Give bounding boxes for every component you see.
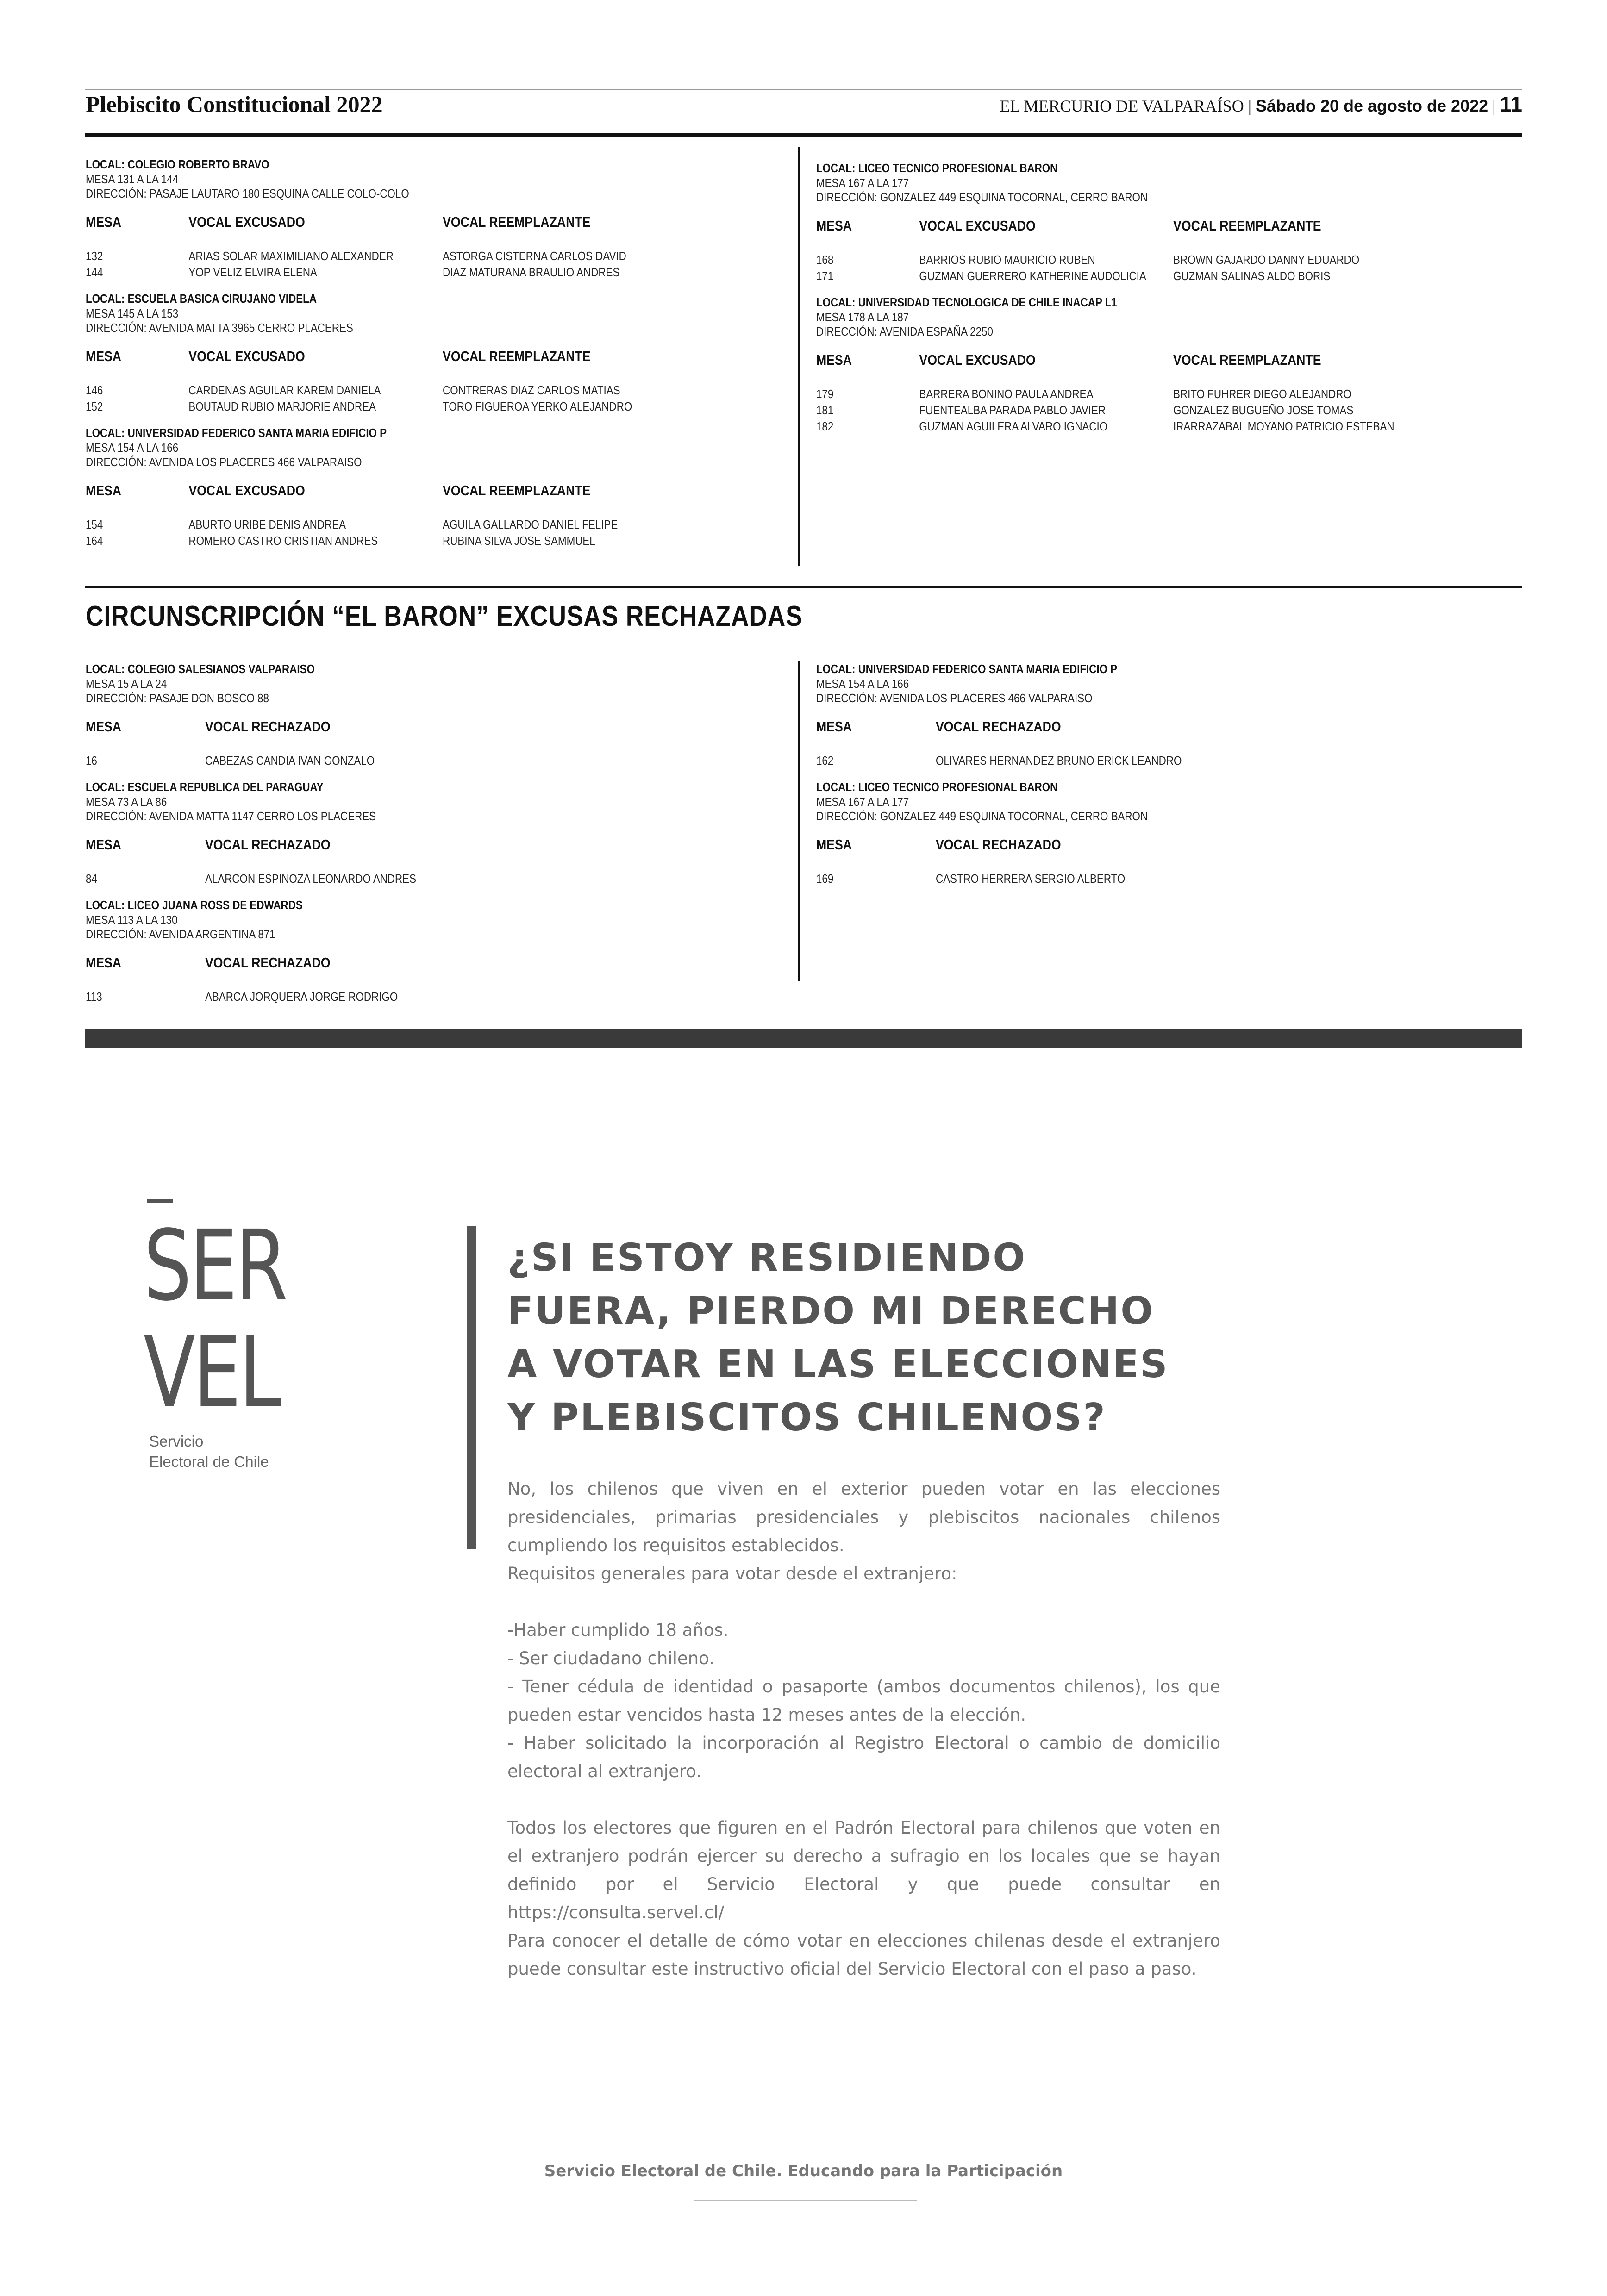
- local-name: LOCAL: LICEO JUANA ROSS DE EDWARDS: [86, 898, 303, 912]
- table-cell: ARIAS SOLAR MAXIMILIANO ALEXANDER: [188, 249, 394, 263]
- local-name: LOCAL: UNIVERSIDAD FEDERICO SANTA MARIA EDIFICIO P: [816, 662, 1118, 676]
- table-header: [86, 348, 683, 365]
- ad-title-line: Y PLEBISCITOS CHILENOS?: [507, 1396, 1107, 1440]
- local-block: [816, 661, 1511, 769]
- table-cell: 179: [816, 387, 834, 401]
- local-block: [86, 779, 780, 887]
- servel-logo: [144, 1209, 286, 1429]
- local-mesas: MESA 178 A LA 187: [816, 310, 909, 324]
- ad-paragraph: - Tener cédula de identidad o pasaporte (ambos documentos chilenos), los que pueden estar vencidos hasta 12 meses antes de la elección.: [507, 1677, 1220, 1725]
- table-header: [816, 218, 1413, 234]
- table-cell: BOUTAUD RUBIO MARJORIE ANDREA: [188, 399, 376, 413]
- table-cell: 146: [86, 383, 103, 397]
- local-mesas: MESA 113 A LA 130: [86, 913, 178, 927]
- table-row: [86, 517, 683, 533]
- header-cell: VOCAL RECHAZADO: [205, 955, 331, 971]
- ad-body-gap: [507, 1588, 1220, 1616]
- table-cell: CASTRO HERRERA SERGIO ALBERTO: [936, 872, 1126, 886]
- local-mesas: MESA 15 A LA 24: [86, 677, 167, 691]
- table-cell: BRITO FUHRER DIEGO ALEJANDRO: [1173, 387, 1351, 401]
- table-cell: BARRERA BONINO PAULA ANDREA: [919, 387, 1094, 401]
- table-cell: ASTORGA CISTERNA CARLOS DAVID: [443, 249, 626, 263]
- local-mesas: MESA 167 A LA 177: [816, 795, 909, 809]
- table-cell: 162: [816, 754, 834, 767]
- logo-line: VEL: [144, 1316, 279, 1429]
- bottom-right-column: [816, 661, 1511, 897]
- table-cell: TORO FIGUEROA YERKO ALEJANDRO: [443, 399, 632, 413]
- local-name: LOCAL: COLEGIO ROBERTO BRAVO: [86, 157, 269, 171]
- section-rule: [85, 586, 1522, 588]
- bottom-left-column: [86, 661, 780, 1015]
- ad-paragraph: - Ser ciudadano chileno.: [507, 1648, 714, 1668]
- table-cell: ABURTO URIBE DENIS ANDREA: [188, 518, 346, 531]
- local-mesas: MESA 131 A LA 144: [86, 172, 179, 186]
- table-cell: 113: [86, 990, 102, 1004]
- servel-logo-mark: [147, 1199, 173, 1203]
- header-cell: VOCAL EXCUSADO: [188, 482, 305, 499]
- ad-paragraph: Todos los electores que figuren en el Padrón Electoral para chilenos que voten en el extranjero podrán ejercer su derecho a sufragio en los locales que se hayan definido por el Servicio Electoral y que puede consultar en https://consulta.servel.cl/: [507, 1818, 1220, 1922]
- table-cell: IRARRAZABAL MOYANO PATRICIO ESTEBAN: [1173, 419, 1394, 433]
- local-block: [86, 897, 780, 1005]
- table-header: [816, 352, 1413, 368]
- column-divider: [798, 147, 800, 566]
- logo-line: SER: [144, 1209, 286, 1323]
- header-cell: VOCAL EXCUSADO: [919, 218, 1036, 234]
- local-name: LOCAL: UNIVERSIDAD FEDERICO SANTA MARIA EDIFICIO P: [86, 426, 387, 440]
- table-row: [816, 402, 1413, 418]
- table-cell: 181: [816, 403, 834, 417]
- local-mesas: MESA 154 A LA 166: [816, 677, 909, 691]
- logo-sub-line: Electoral de Chile: [149, 1453, 269, 1470]
- local-mesas: MESA 73 A LA 86: [86, 795, 167, 809]
- ad-paragraph: Para conocer el detalle de cómo votar en elecciones chilenas desde el extranjero puede consultar este instructivo oficial del Servicio Electoral con el paso a paso.: [507, 1931, 1220, 1979]
- table-row: [86, 989, 683, 1005]
- header-cell: VOCAL RECHAZADO: [205, 718, 331, 735]
- table-cell: 144: [86, 265, 103, 279]
- table-row: [86, 871, 683, 887]
- table-cell: 132: [86, 249, 103, 263]
- table-cell: FUENTEALBA PARADA PABLO JAVIER: [919, 403, 1106, 417]
- table-cell: 168: [816, 253, 834, 267]
- table-cell: 16: [86, 754, 97, 767]
- local-address: DIRECCIÓN: AVENIDA ARGENTINA 871: [86, 927, 275, 941]
- ad-body-gap: [507, 1785, 1220, 1814]
- local-name: LOCAL: UNIVERSIDAD TECNOLOGICA DE CHILE INACAP L1: [816, 295, 1117, 309]
- servel-logo-subtitle: [149, 1431, 269, 1472]
- table-header: [86, 955, 683, 971]
- ad-paragraph: -Haber cumplido 18 años.: [507, 1620, 729, 1640]
- local-block: [816, 160, 1511, 284]
- local-name: LOCAL: ESCUELA BASICA CIRUJANO VIDELA: [86, 292, 317, 306]
- table-cell: 164: [86, 534, 103, 548]
- footer-rule: [694, 2200, 917, 2201]
- table-row: [86, 264, 683, 281]
- table-cell: OLIVARES HERNANDEZ BRUNO ERICK LEANDRO: [936, 754, 1182, 767]
- local-mesas: MESA 154 A LA 166: [86, 441, 179, 455]
- table-header: [86, 482, 683, 499]
- table-header: [86, 836, 683, 853]
- table-cell: GUZMAN AGUILERA ALVARO IGNACIO: [919, 419, 1108, 433]
- header-cell: MESA: [86, 348, 122, 364]
- local-address: DIRECCIÓN: AVENIDA LOS PLACERES 466 VALPARAISO: [816, 691, 1093, 705]
- section-title: CIRCUNSCRIPCIÓN “EL BARON” EXCUSAS RECHAZADAS: [86, 600, 803, 632]
- table-row: [86, 248, 683, 264]
- table-header: [816, 718, 1413, 735]
- ad-accent-bar: [467, 1226, 476, 1549]
- local-address: DIRECCIÓN: AVENIDA LOS PLACERES 466 VALPARAISO: [86, 455, 362, 469]
- local-block: [816, 779, 1511, 887]
- ad-footer: Servicio Electoral de Chile. Educando para la Participación: [544, 2162, 1063, 2180]
- table-header: [86, 718, 683, 735]
- header-cell: VOCAL EXCUSADO: [188, 348, 305, 364]
- local-address: DIRECCIÓN: AVENIDA MATTA 3965 CERRO PLACERES: [86, 321, 353, 335]
- table-cell: BROWN GAJARDO DANNY EDUARDO: [1173, 253, 1360, 267]
- header-cell: MESA: [816, 352, 852, 368]
- ad-title: [507, 1231, 1248, 1444]
- header-cell: MESA: [86, 214, 122, 230]
- local-address: DIRECCIÓN: PASAJE DON BOSCO 88: [86, 691, 269, 705]
- table-row: [816, 418, 1413, 435]
- table-cell: 84: [86, 872, 97, 886]
- table-cell: 154: [86, 518, 103, 531]
- header-cell: VOCAL EXCUSADO: [188, 214, 305, 230]
- table-cell: CABEZAS CANDIA IVAN GONZALO: [205, 754, 375, 767]
- local-block: [86, 291, 780, 415]
- header-cell: VOCAL RECHAZADO: [936, 836, 1061, 853]
- table-cell: GONZALEZ BUGUEÑO JOSE TOMAS: [1173, 403, 1354, 417]
- local-name: LOCAL: LICEO TECNICO PROFESIONAL BARON: [816, 780, 1058, 794]
- table-row: [86, 533, 683, 549]
- local-mesas: MESA 167 A LA 177: [816, 176, 909, 190]
- header-cell: VOCAL RECHAZADO: [936, 718, 1061, 735]
- table-row: [816, 871, 1413, 887]
- local-block: [86, 661, 780, 769]
- ad-title-line: ¿SI ESTOY RESIDIENDO: [507, 1236, 1027, 1280]
- ad-paragraph: No, los chilenos que viven en el exterior pueden votar en las elecciones presidenciales, primarias presidenciales y plebiscitos nacionales chilenos cumpliendo los requisitos establecidos.: [507, 1479, 1220, 1555]
- local-address: DIRECCIÓN: PASAJE LAUTARO 180 ESQUINA CALLE COLO-COLO: [86, 187, 409, 200]
- table-cell: GUZMAN SALINAS ALDO BORIS: [1173, 269, 1331, 283]
- table-cell: YOP VELIZ ELVIRA ELENA: [188, 265, 317, 279]
- local-name: LOCAL: COLEGIO SALESIANOS VALPARAISO: [86, 662, 315, 676]
- header-cell: VOCAL RECHAZADO: [205, 836, 331, 853]
- ad-paragraph: - Haber solicitado la incorporación al Registro Electoral o cambio de domicilio electoral al extranjero.: [507, 1733, 1220, 1781]
- table-row: [86, 753, 683, 769]
- table-row: [86, 382, 683, 399]
- local-address: DIRECCIÓN: AVENIDA MATTA 1147 CERRO LOS PLACERES: [86, 809, 376, 823]
- masthead: EL MERCURIO DE VALPARAÍSO | Sábado 20 de agosto de 2022 | 11: [1000, 92, 1522, 116]
- table-cell: CONTRERAS DIAZ CARLOS MATIAS: [443, 383, 620, 397]
- header-cell: MESA: [86, 955, 122, 971]
- top-right-column: [816, 160, 1511, 445]
- table-cell: 152: [86, 399, 103, 413]
- table-cell: DIAZ MATURANA BRAULIO ANDRES: [443, 265, 620, 279]
- local-block: [816, 294, 1511, 435]
- table-row: [86, 399, 683, 415]
- header-cell: VOCAL REEMPLAZANTE: [443, 214, 591, 230]
- header-bottom-rule: [85, 133, 1522, 137]
- local-address: DIRECCIÓN: AVENIDA ESPAÑA 2250: [816, 324, 993, 338]
- header-top-rule: [85, 89, 1522, 90]
- header-cell: VOCAL REEMPLAZANTE: [443, 482, 591, 499]
- page-number: 11: [1500, 92, 1522, 116]
- table-cell: GUZMAN GUERRERO KATHERINE AUDOLICIA: [919, 269, 1146, 283]
- header-cell: VOCAL REEMPLAZANTE: [1173, 352, 1321, 368]
- local-address: DIRECCIÓN: GONZALEZ 449 ESQUINA TOCORNAL, CERRO BARON: [816, 190, 1148, 204]
- local-block: [86, 425, 780, 549]
- table-cell: RUBINA SILVA JOSE SAMMUEL: [443, 534, 595, 548]
- header-cell: VOCAL EXCUSADO: [919, 352, 1036, 368]
- table-row: [816, 268, 1413, 284]
- table-row: [816, 386, 1413, 402]
- table-cell: ABARCA JORQUERA JORGE RODRIGO: [205, 990, 398, 1004]
- column-divider: [798, 661, 800, 981]
- local-block: [86, 156, 780, 281]
- section-name: Plebiscito Constitucional 2022: [86, 91, 383, 117]
- table-cell: CARDENAS AGUILAR KAREM DANIELA: [188, 383, 381, 397]
- table-cell: ALARCON ESPINOZA LEONARDO ANDRES: [205, 872, 417, 886]
- ad-title-line: FUERA, PIERDO MI DERECHO: [507, 1289, 1154, 1333]
- logo-sub-line: Servicio: [149, 1433, 204, 1450]
- header-cell: VOCAL REEMPLAZANTE: [1173, 218, 1321, 234]
- local-mesas: MESA 145 A LA 153: [86, 306, 179, 320]
- header-cell: MESA: [86, 836, 122, 853]
- paper-name: EL MERCURIO DE VALPARAÍSO: [1000, 97, 1244, 115]
- table-cell: 171: [816, 269, 834, 283]
- local-address: DIRECCIÓN: GONZALEZ 449 ESQUINA TOCORNAL, CERRO BARON: [816, 809, 1148, 823]
- local-name: LOCAL: LICEO TECNICO PROFESIONAL BARON: [816, 161, 1058, 175]
- ad-paragraph: Requisitos generales para votar desde el extranjero:: [507, 1564, 957, 1584]
- header-cell: MESA: [86, 718, 122, 735]
- table-row: [816, 252, 1413, 268]
- header-cell: VOCAL REEMPLAZANTE: [443, 348, 591, 364]
- issue-date: Sábado 20 de agosto de 2022: [1255, 96, 1488, 115]
- header-cell: MESA: [86, 482, 122, 499]
- table-cell: AGUILA GALLARDO DANIEL FELIPE: [443, 518, 618, 531]
- separator-bar: [85, 1029, 1522, 1048]
- table-cell: ROMERO CASTRO CRISTIAN ANDRES: [188, 534, 378, 548]
- ad-body: [507, 1475, 1220, 1983]
- table-cell: 169: [816, 872, 834, 886]
- ad-title-line: A VOTAR EN LAS ELECCIONES: [507, 1342, 1169, 1386]
- table-cell: 182: [816, 419, 834, 433]
- header-cell: MESA: [816, 718, 852, 735]
- table-header: [816, 836, 1413, 853]
- table-cell: BARRIOS RUBIO MAURICIO RUBEN: [919, 253, 1095, 267]
- table-header: [86, 214, 683, 231]
- header-cell: MESA: [816, 836, 852, 853]
- top-left-column: [86, 156, 780, 559]
- header-cell: MESA: [816, 218, 852, 234]
- table-row: [816, 753, 1413, 769]
- local-name: LOCAL: ESCUELA REPUBLICA DEL PARAGUAY: [86, 780, 324, 794]
